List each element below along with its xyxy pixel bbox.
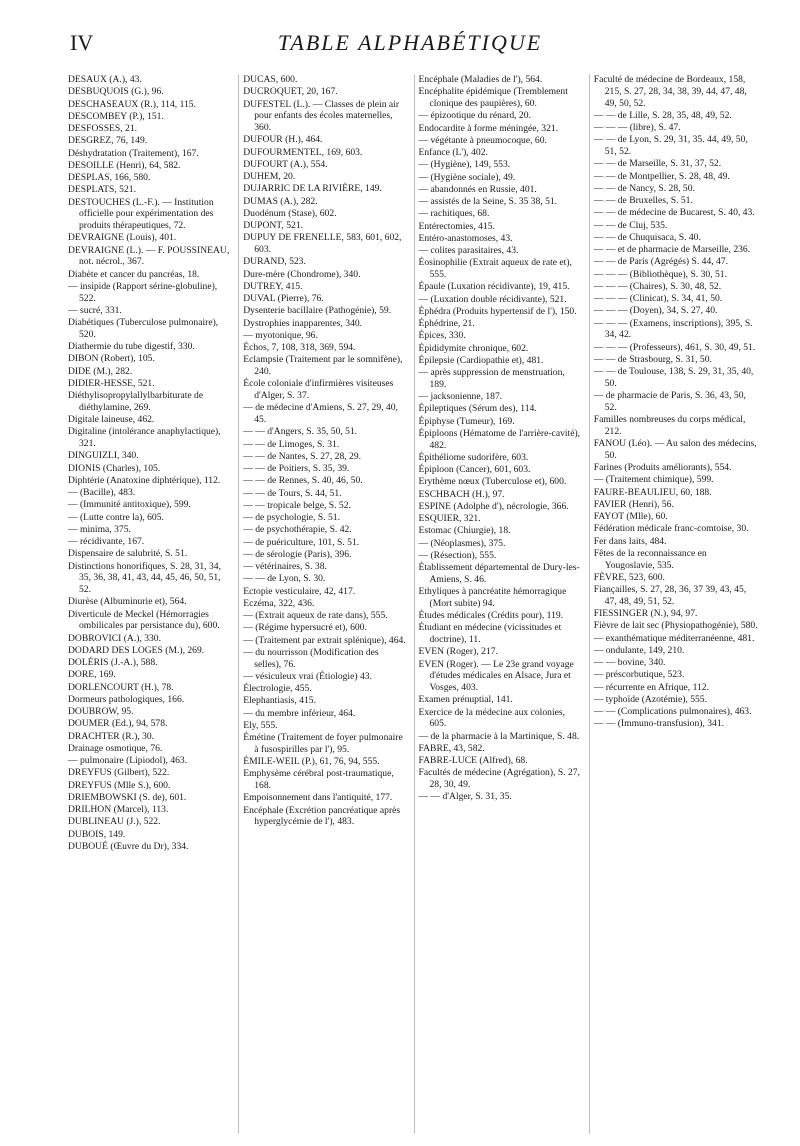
index-entry: — — de Nantes, S. 27, 28, 29. <box>243 450 362 462</box>
index-entry: DOBROVICI (A.), 330. <box>68 632 162 644</box>
index-entry: — — et de pharmacie de Marseille, 236. <box>593 244 751 255</box>
index-entry: Épiploon (Cancer), 601, 603. <box>418 464 531 475</box>
index-entry: DUBLINEAU (J.), 522. <box>68 816 161 828</box>
index-entry: — typhoïde (Azotémie), 555. <box>593 693 707 705</box>
index-entry: Facultés de médecine (Agrégation), S. 27, 28, 30, 49. <box>418 767 580 790</box>
index-entry: DOLÉRIS (J.-A.), 588. <box>68 657 158 668</box>
index-entry: Épithéliome sudorifère, 603. <box>418 451 529 463</box>
index-entry: — de pharmacie de Paris, S. 36, 43, 50, 52. <box>593 390 746 413</box>
index-entry: — rachitiques, 68. <box>418 208 490 220</box>
index-entry: — (Traitement chimique), 599. <box>593 474 714 486</box>
index-entry: — après suppression de menstruation, 189. <box>418 367 565 390</box>
index-entry: — (Traitement par extrait splénique), 464. <box>243 634 406 646</box>
index-entry: ESPINE (Adolphe d'), nécrologie, 366. <box>418 500 569 512</box>
index-entry: Dystrophies inapparentes, 340. <box>243 317 363 329</box>
index-entry: Faculté de médecine de Bordeaux, 158, 215, S. 27, 28, 34, 38, 39, 44, 47, 48, 49, 50, 52. <box>593 74 747 109</box>
index-entry: DUCROQUET, 20, 167. <box>243 86 338 98</box>
index-entry: DOUBROW, 95. <box>68 706 134 717</box>
index-entry: — de sérologie (Paris), 396. <box>243 548 352 560</box>
index-entry: — (Hygiène sociale), 49. <box>418 171 516 183</box>
index-entry: Diabète et cancer du pancréas, 18. <box>68 268 200 280</box>
index-entry: Fiançailles, S. 27, 28, 36, 37 39, 43, 45, 47, 48, 49, 51, 52. <box>593 584 747 607</box>
index-entry: — vésiculeux vrai (Étiologie) 43. <box>243 670 372 682</box>
index-entry: Farines (Produits améliorants), 554. <box>593 462 732 473</box>
index-entry: — — (Complications pulmonaires), 463. <box>593 706 752 717</box>
index-entry: FABRE-LUCE (Alfred), 68. <box>418 755 528 766</box>
index-entry: Familles nombreuses du corps médical, 212. <box>593 414 746 437</box>
index-entry: — — bovine, 340. <box>593 657 666 668</box>
index-entry: École coloniale d'infirmières visiteuses d'Alger, S. 37. <box>243 378 394 401</box>
index-entry: DREYFUS (Mlle S.), 600. <box>68 779 171 791</box>
index-columns <box>68 74 758 1134</box>
index-entry: — de psychothérapie, S. 42. <box>243 524 352 536</box>
index-entry: — — — (Examens, inscriptions), 395, S. 34, 42. <box>593 317 753 341</box>
index-entry: — végétante à pneumocoque, 60. <box>418 134 547 146</box>
index-entry: Échos, 7, 108, 318, 369, 594. <box>243 342 356 353</box>
index-entry: — (Extrait aqueux de rate dans), 555. <box>243 610 388 621</box>
index-entry: Diathermie du tube digestif, 330. <box>68 341 195 352</box>
index-entry: DORE, 169. <box>68 669 116 681</box>
index-entry: — — (Immuno-transfusion), 341. <box>593 718 725 730</box>
index-entry: — du nourrisson (Modification des selles), 76. <box>243 646 379 670</box>
index-entry: DUBOIS, 149. <box>68 828 126 840</box>
index-entry: Ethyliques à pancréatite hémorragique (Mort subite) 94. <box>418 586 567 609</box>
index-entry: — (Résection), 555. <box>418 549 497 561</box>
index-entry: Examen prénuptial, 141. <box>418 694 513 706</box>
index-entry: Ely, 555. <box>243 719 278 731</box>
index-entry: — — de Lille, S. 28, 35, 48, 49, 52. <box>593 109 732 121</box>
index-entry: — — de Rennes, S. 40, 46, 50. <box>243 475 363 487</box>
index-entry: Dure-mère (Chondrome), 340. <box>243 268 361 280</box>
index-entry: — minima, 375. <box>68 523 131 535</box>
index-entry: — — de Nancy, S. 28, 50. <box>593 182 695 194</box>
index-entry: DRACHTER (R.), 30. <box>68 730 155 742</box>
index-column-1 <box>68 74 232 1134</box>
index-entry: FANOU (Léo). — Au salon des médecins, 50. <box>593 438 757 461</box>
index-entry: DODARD DES LOGES (M.), 269. <box>68 644 205 656</box>
index-entry: DUJARRIC DE LA RIVIÈRE, 149. <box>243 183 382 195</box>
index-entry: — pulmonaire (Lipiodol), 463. <box>68 755 188 766</box>
index-entry: — — — (libre), S. 47. <box>593 122 681 133</box>
index-entry: Épices, 330. <box>418 330 466 342</box>
index-entry: DUVAL (Pierre), 76. <box>243 293 324 304</box>
index-entry: Encéphale (Maladies de l'), 564. <box>418 74 543 85</box>
index-entry: EVEN (Roger). — Le 23e grand voyage d'études médicales en Alsace, Jura et Vosges, 403. <box>418 658 574 693</box>
index-entry: Endocardite à forme méningée, 321. <box>418 122 559 134</box>
index-entry: Dormeurs pathologiques, 166. <box>68 693 185 705</box>
index-entry: Entérectomies, 415. <box>418 220 495 232</box>
index-entry: DUHEM, 20. <box>243 171 296 182</box>
index-entry: Encéphalite épidémique (Tremblement clonique des paupières), 60. <box>418 86 568 109</box>
index-column-2 <box>238 74 407 1134</box>
index-entry: — épizootique du rénard, 20. <box>418 110 531 122</box>
index-entry: DUFOURMENTEL, 169, 603. <box>243 146 363 158</box>
index-entry: DESGREZ, 76, 149. <box>68 135 148 147</box>
index-entry: DURAND, 523. <box>243 256 306 268</box>
index-entry: — — — (Chaires), S. 30, 48, 52. <box>593 280 722 292</box>
index-entry: Enfance (L'), 402. <box>418 147 488 158</box>
index-entry: DIDIER-HESSE, 521. <box>68 377 155 389</box>
index-entry: — sucré, 331. <box>68 304 122 316</box>
index-entry: — — — (Clinicat), S. 34, 41, 50. <box>593 293 723 304</box>
index-entry: — (Hygiène), 149, 553. <box>418 159 511 171</box>
index-entry: Fêtes de la reconnaissance en Yougoslavie, 535. <box>593 547 707 571</box>
index-entry: — récurrente en Afrique, 112. <box>593 681 710 693</box>
index-entry: DREYFUS (Gilbert), 522. <box>68 767 170 779</box>
index-entry: Digitale laineuse, 462. <box>68 414 155 425</box>
index-entry: DUTREY, 415. <box>243 280 303 292</box>
index-entry: Eclampsie (Traitement par le somnifène), 240. <box>243 354 403 377</box>
index-entry: Éosinophilie (Extrait aqueux de rate et), 555. <box>418 257 572 280</box>
index-entry: — assistés de la Seine, S. 35 38, 51. <box>418 196 558 207</box>
index-entry: FIESSINGER (N.), 94, 97. <box>593 608 698 619</box>
index-entry: Drainage osmotique, 76. <box>68 742 163 754</box>
index-entry: DESFOSSES, 21. <box>68 123 138 134</box>
index-entry: Éphédrine, 21. <box>418 318 475 329</box>
index-entry: Épiphyse (Tumeur), 169. <box>418 415 515 427</box>
index-entry: — (Immunité antitoxique), 599. <box>68 499 191 511</box>
index-entry: DESCOMBEY (P.), 151. <box>68 110 164 122</box>
page-number: IV <box>70 30 94 55</box>
index-entry: Distinctions honorifiques, S. 28, 31, 34, 35, 36, 38, 41, 43, 44, 45, 46, 50, 51, 52. <box>68 560 221 595</box>
index-entry: Empoisonnement dans l'antiquité, 177. <box>243 792 393 804</box>
index-entry: DIDE (M.), 282. <box>68 365 133 377</box>
index-entry: — — de Strasbourg, S. 31, 50. <box>593 353 712 365</box>
index-entry: DUFESTEL (L.). — Classes de plein air pour enfants des écoles maternelles, 360. <box>243 98 400 133</box>
index-entry: Emphysème cérébral post-traumatique, 168. <box>243 768 394 791</box>
index-entry: Épileptiques (Sérum des), 114. <box>418 403 537 415</box>
index-entry: DESOILLE (Henri), 64, 582. <box>68 159 181 171</box>
index-entry: — (Régime hypersucré et), 600. <box>243 622 367 634</box>
index-entry: Dysenterie bacillaire (Pathogénie), 59. <box>243 305 392 317</box>
index-entry: DIONIS (Charles), 105. <box>68 462 161 474</box>
index-entry: — — de médecine de Bucarest, S. 40, 43. <box>593 207 755 219</box>
index-entry: DOUMER (Ed.), 94, 578. <box>68 718 168 730</box>
index-entry: DUPUY DE FRENELLE, 583, 601, 602, 603. <box>243 232 402 255</box>
index-entry: — du membre inférieur, 464. <box>243 707 356 719</box>
index-entry: Entéro-anastomoses, 43. <box>418 232 513 244</box>
index-entry: ÉMILE-WEIL (P.), 61, 76, 94, 555. <box>243 756 380 767</box>
index-entry: — — de Poitiers, S. 35, 39. <box>243 463 350 474</box>
index-entry: — — de Paris (Agrégés) S. 44, 47. <box>593 256 729 268</box>
index-entry: FAURE-BEAULIEU, 60, 188. <box>593 486 712 498</box>
index-entry: Diphtérie (Anatoxine diphtérique), 112. <box>68 474 221 486</box>
index-entry: Duodénum (Stase), 602. <box>243 207 337 219</box>
index-entry: — abandonnés en Russie, 401. <box>418 183 537 195</box>
index-entry: Elephantiasis, 415. <box>243 695 316 707</box>
index-entry: — — de Limoges, S. 31. <box>243 438 340 450</box>
index-entry: Électrologie, 455. <box>243 683 312 694</box>
index-entry: DUFOURT (A.), 554. <box>243 158 328 170</box>
index-entry: — — tropicale belge, S. 52. <box>243 499 351 511</box>
index-entry: — exanthématique méditerranéenne, 481. <box>593 632 755 644</box>
index-entry: DORLENCOURT (H.), 78. <box>68 681 174 693</box>
index-entry: — — de Lyon, S. 29, 31, 35. 44, 49, 50, 51, 52. <box>593 134 748 157</box>
index-entry: DIBON (Robert), 105. <box>68 353 155 365</box>
index-entry: Dispensaire de salubrité, S. 51. <box>68 548 188 560</box>
index-entry: DUMAS (A.), 282. <box>243 195 318 207</box>
index-entry: — jacksonienne, 187. <box>418 391 503 402</box>
index-entry: DESCHASEAUX (R.), 114, 115. <box>68 98 197 110</box>
index-entry: DEVRAIGNE (L.). — F. POUSSINEAU, not. nécrol., 367. <box>68 244 230 268</box>
index-entry: Épaule (Luxation récidivante), 19, 415. <box>418 281 570 293</box>
index-entry: Épilepsie (Cardiopathie et), 481. <box>418 354 544 366</box>
index-entry: — de puériculture, 101, S. 51. <box>243 536 360 548</box>
index-entry: — récidivante, 167. <box>68 536 145 547</box>
index-entry: FÈVRE, 523, 600. <box>593 571 665 583</box>
index-entry: DESPLATS, 521. <box>68 184 136 196</box>
index-entry: — myotonique, 96. <box>243 329 318 341</box>
index-entry: DESTOUCHES (L.-F.). — Institution officielle pour expérimentation des produits thérapeutiques, 72. <box>68 196 214 231</box>
index-entry: EVEN (Roger), 217. <box>418 646 498 658</box>
index-entry: — (Lutte contre la), 605. <box>68 511 164 523</box>
index-entry: DEVRAIGNE (Louis), 401. <box>68 232 177 244</box>
index-entry: — — de Cluj, 535. <box>593 219 668 231</box>
index-entry: Étudiant en médecine (vicissitudes et doctrine), 11. <box>418 622 562 645</box>
index-entry: — — de Bruxelles, S. 51. <box>593 195 693 206</box>
index-entry: — — de Toulouse, 138, S. 29, 31, 35, 40, 50. <box>593 366 754 389</box>
index-entry: DUCAS, 600. <box>243 74 298 85</box>
index-entry: — préscorbutique, 523. <box>593 669 685 681</box>
index-entry: Établissement départemental de Dury-les-Amiens, S. 46. <box>418 562 580 585</box>
index-entry: Eczéma, 322, 436. <box>243 597 315 609</box>
index-entry: — (Bacille), 483. <box>68 487 136 498</box>
index-entry: FAYOT (Mlle), 60. <box>593 511 668 522</box>
index-entry: — de médecine d'Amiens, S. 27, 29, 40, 45. <box>243 402 398 425</box>
index-entry: — — d'Alger, S. 31, 35. <box>418 791 512 803</box>
index-entry: Éphédra (Produits hypertensif de l'), 150. <box>418 305 577 317</box>
index-entry: Diurèse (Albuminurie et), 564. <box>68 596 187 608</box>
index-entry: — de psychologie, S. 51. <box>243 512 340 523</box>
index-entry: Épiploons (Hématome de l'arrière-cavité), 482. <box>418 427 581 451</box>
index-entry: — de la pharmacie à la Martinique, S. 48. <box>418 730 580 742</box>
index-entry: DUFOUR (H.), 464. <box>243 134 323 146</box>
index-entry: Diabétiques (Tuberculose pulmonaire), 520. <box>68 317 219 340</box>
index-entry: Fédération médicale franc-comtoise, 30. <box>593 523 749 535</box>
index-entry: — (Luxation double récidivante), 521. <box>418 293 567 305</box>
index-column-4 <box>589 74 758 1134</box>
index-entry: DRILHON (Marcel), 113. <box>68 804 169 815</box>
index-entry: Épididymite chronique, 602. <box>418 342 529 354</box>
index-entry: DUPONT, 521. <box>243 220 304 231</box>
page-header <box>70 30 750 70</box>
page-title: TABLE ALPHABÉTIQUE <box>277 30 543 55</box>
index-entry: — — de Montpellier, S. 28, 48, 49. <box>593 170 730 182</box>
index-entry: Exercice de la médecine aux colonies, 605. <box>418 706 565 730</box>
index-entry: — insipide (Rapport sérine-globuline), 522. <box>68 280 218 304</box>
index-entry: Encéphale (Excrétion pancréatique après hyperglycémie de l'), 483. <box>243 804 401 828</box>
index-entry: — — — (Bibliothèque), S. 30, 51. <box>593 268 727 280</box>
index-entry: Digitaline (intolérance anaphylactique), 321. <box>68 426 221 449</box>
index-entry: — colites parasitaires, 43. <box>418 245 519 256</box>
index-entry: — — de Marseille, S. 31, 37, 52. <box>593 158 722 170</box>
index-entry: DINGUIZLI, 340. <box>68 450 139 462</box>
index-entry: Ectopie vesticulaire, 42, 417. <box>243 585 356 597</box>
index-entry: Émétine (Traitement de foyer pulmonaire à fusospirilles par l'), 95. <box>243 732 403 755</box>
index-entry: ESCHBACH (H.), 97. <box>418 488 505 500</box>
index-entry: — — de Chuquisaca, S. 40. <box>593 231 701 243</box>
index-entry: Fer dans laits, 484. <box>593 535 667 547</box>
index-column-3 <box>414 74 583 1134</box>
index-entry: — — de Lyon, S. 30. <box>243 573 326 585</box>
index-entry: — — — (Professeurs), 461, S. 30, 49, 51. <box>593 341 756 353</box>
index-entry: — — — (Doyen), 34, S. 27, 40. <box>593 305 718 317</box>
index-entry: DRIEMBOWSKI (S. de), 601. <box>68 791 187 803</box>
index-entry: DESAUX (A.), 43. <box>68 74 142 85</box>
index-entry: FABRE, 43, 582. <box>418 742 485 754</box>
index-entry: — — de Tours, S. 44, 51. <box>243 487 342 499</box>
index-entry: — (Néoplasmes), 375. <box>418 537 506 549</box>
index-entry: — vétérinaires, S. 38. <box>243 561 327 572</box>
index-entry: FAVIER (Henri), 56. <box>593 498 674 510</box>
index-entry: DESBUQUOIS (G.), 96. <box>68 86 164 98</box>
index-entry: Erythème nœux (Tuberculose et), 600. <box>418 476 567 488</box>
index-entry: Fièvre de lait sec (Physiopathogénie), 580. <box>593 620 758 632</box>
index-entry: Estomac (Chiurgie), 18. <box>418 525 511 537</box>
index-entry: — ondulante, 149, 210. <box>593 644 685 656</box>
index-entry: — — d'Angers, S. 35, 50, 51. <box>243 426 358 438</box>
index-entry: Diverticule de Meckel (Hémorragies ombilicales par persistance du), 600. <box>68 608 220 632</box>
index-entry: DESPLAS, 166, 580. <box>68 172 151 183</box>
index-entry: Études médicales (Crédits pour), 119. <box>418 610 564 621</box>
index-entry: ESQUIER, 321. <box>418 513 481 524</box>
index-entry: Diéthylisopropylallylbarbiturate de diéthylamine, 269. <box>68 390 204 413</box>
index-entry: DUBOUÉ (Œuvre du Dr), 334. <box>68 840 189 852</box>
index-entry: Déshydratation (Traitement), 167. <box>68 147 199 159</box>
